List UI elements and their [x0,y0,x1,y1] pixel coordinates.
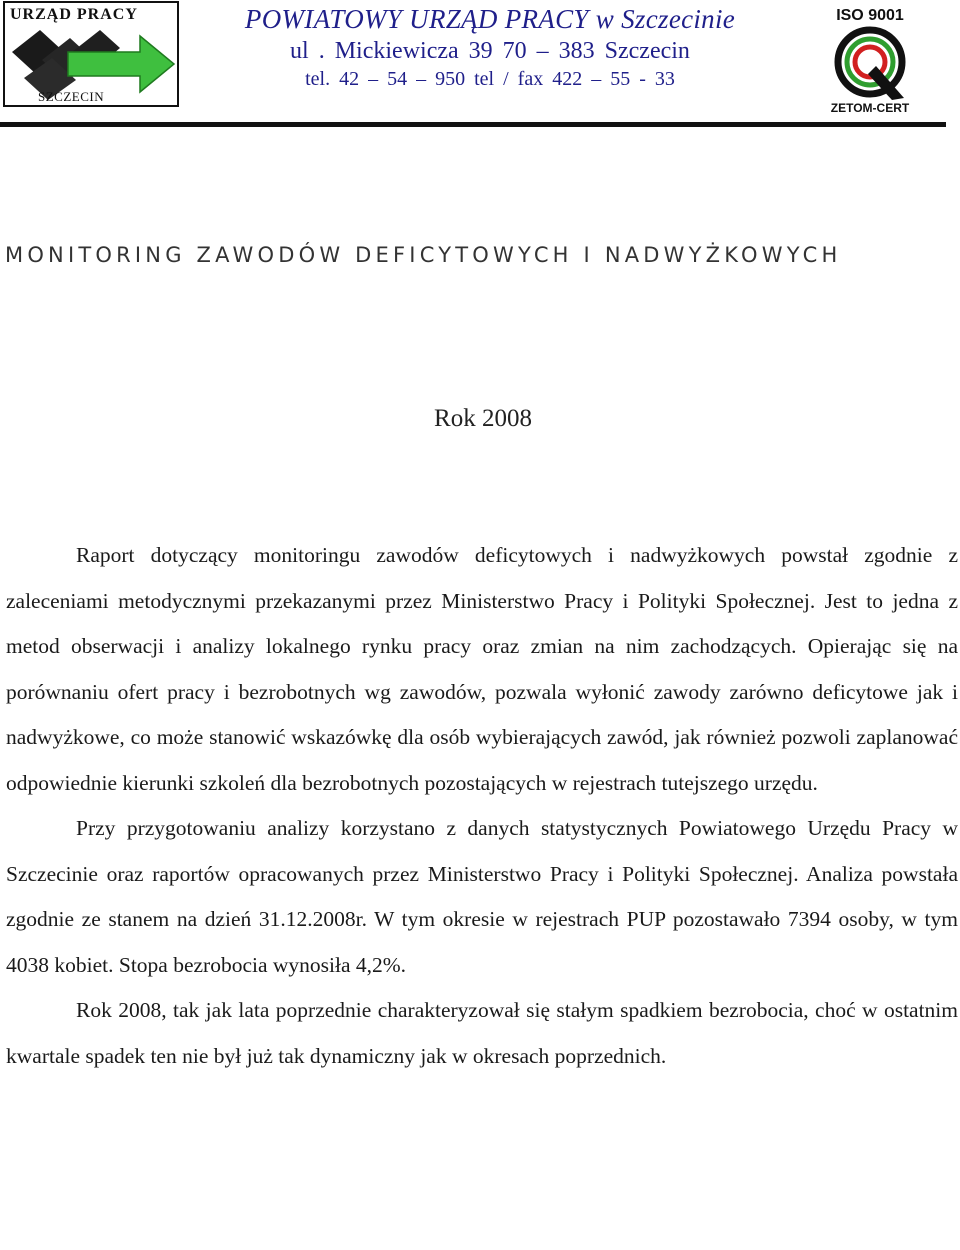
paragraph: Raport dotyczący monitoringu zawodów deficytowych i nadwyżkowych powstał zgodnie z zaleceniami metodycznymi przekazanymi przez Ministerstwo Pracy i Polityki Społecznej. Jest to jedna z metod obserwacji i analizy lokalnego rynku pracy oraz zmian na nim zachodzących. Opierając się na porównaniu ofert pracy i bezrobotnych wg zawodów, pozwala wyłonić zawody zarówno deficytowe jak i nadwyżkowe, co może stanowić wskazówkę dla osób wybierających zawód, jak również pozwoli zaplanować odpowiednie kierunki szkoleń dla bezrobotnych pozostających w rejestrach tutejszego urzędu. [6,543,958,795]
report-year: Rok 2008 [434,405,532,432]
report-body [6,533,958,1079]
office-address: ul . Mickiewicza 39 70 – 383 Szczecin [290,38,690,64]
zetom-text: ZETOM-CERT [830,101,910,115]
office-phone: tel. 42 – 54 – 950 tel / fax 422 – 55 - 33 [305,68,675,90]
header-info [190,2,790,92]
iso-text: ISO 9001 [836,7,904,24]
logo-bottom-text: SZCZECIN [38,89,105,104]
paragraph: Rok 2008, tak jak lata poprzednie charakteryzował się stałym spadkiem bezrobocia, choć w ostatnim kwartale spadek ten nie był już tak dynamiczny jak w okresach poprzednich. [6,998,958,1068]
iso-certification-logo [818,4,922,116]
header-divider [0,122,946,127]
document-title: MONITORING ZAWODÓW DEFICYTOWYCH I NADWYŻKOWYCH [5,243,842,267]
urzad-pracy-logo [2,0,180,108]
logo-top-text: URZĄD PRACY [10,6,138,23]
office-name: POWIATOWY URZĄD PRACY w Szczecinie [244,4,736,34]
paragraph: Przy przygotowaniu analizy korzystano z danych statystycznych Powiatowego Urzędu Pracy w Szczecinie oraz raportów opracowanych przez Ministerstwo Pracy i Polityki Społecznej. Analiza powstała zgodnie ze stanem na dzień 31.12.2008r. W tym okresie w rejestrach PUP pozostawało 7394 osoby, w tym 4038 kobiet. Stopa bezrobocia wynosiła 4,2%. [6,816,958,977]
